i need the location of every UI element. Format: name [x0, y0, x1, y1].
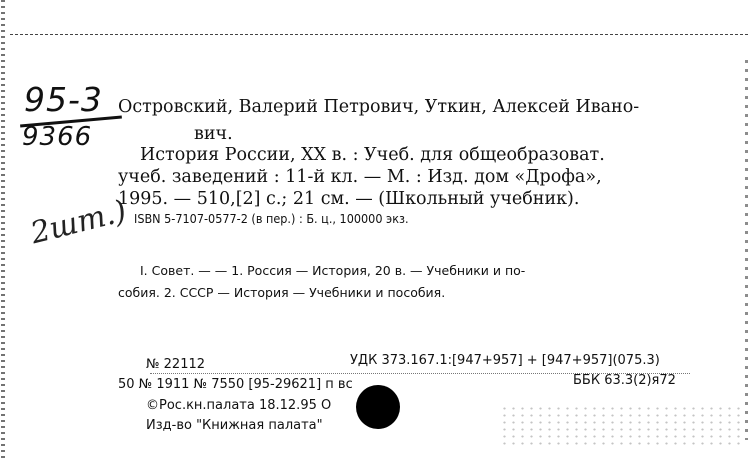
author-line: Островский, Валерий Петрович, Уткин, Алексей Ивано-	[118, 97, 640, 117]
shelf-mark	[18, 80, 126, 156]
scan-noise	[500, 405, 740, 445]
title-line-cont: учеб. заведений : 11-й кл. — М. : Изд. дом «Дрофа»,	[118, 167, 602, 187]
card-number: № 22112	[146, 357, 206, 372]
title-line: История России, XX в. : Учеб. для общеобразоват.	[140, 145, 605, 165]
isbn-line: ISBN 5-7107-0577-2 (в пер.) : Б. ц., 100000 экз.	[134, 211, 409, 226]
card-top-edge	[10, 34, 748, 35]
ink-blot	[356, 385, 400, 429]
subject-line-cont: собия. 2. СССР — История — Учебники и пособия.	[118, 285, 446, 300]
author-line-cont: вич.	[194, 124, 233, 144]
imprint-line: 1995. — 510,[2] с.; 21 см. — (Школьный учебник).	[118, 189, 580, 209]
shelf-mark-top: 95-3	[24, 80, 103, 119]
handwritten-note: 2шт.)	[27, 193, 130, 252]
card-left-edge	[1, 0, 5, 461]
card-right-edge	[745, 60, 748, 440]
record-line: 50 № 1911 № 7550 [95-29621] п вс	[118, 377, 353, 392]
bbk-code: ББК 63.3(2)я72	[573, 373, 676, 388]
subject-line: I. Совет. — — 1. Россия — История, 20 в. — Учебники и по-	[140, 263, 526, 278]
udk-code: УДК 373.167.1:[947+957] + [947+957](075.3)	[350, 353, 660, 368]
chamber-line: ©Рос.кн.палата 18.12.95 О	[146, 398, 332, 413]
publisher-line: Изд-во "Книжная палата"	[146, 418, 323, 433]
shelf-mark-bottom: 9366	[22, 122, 93, 152]
